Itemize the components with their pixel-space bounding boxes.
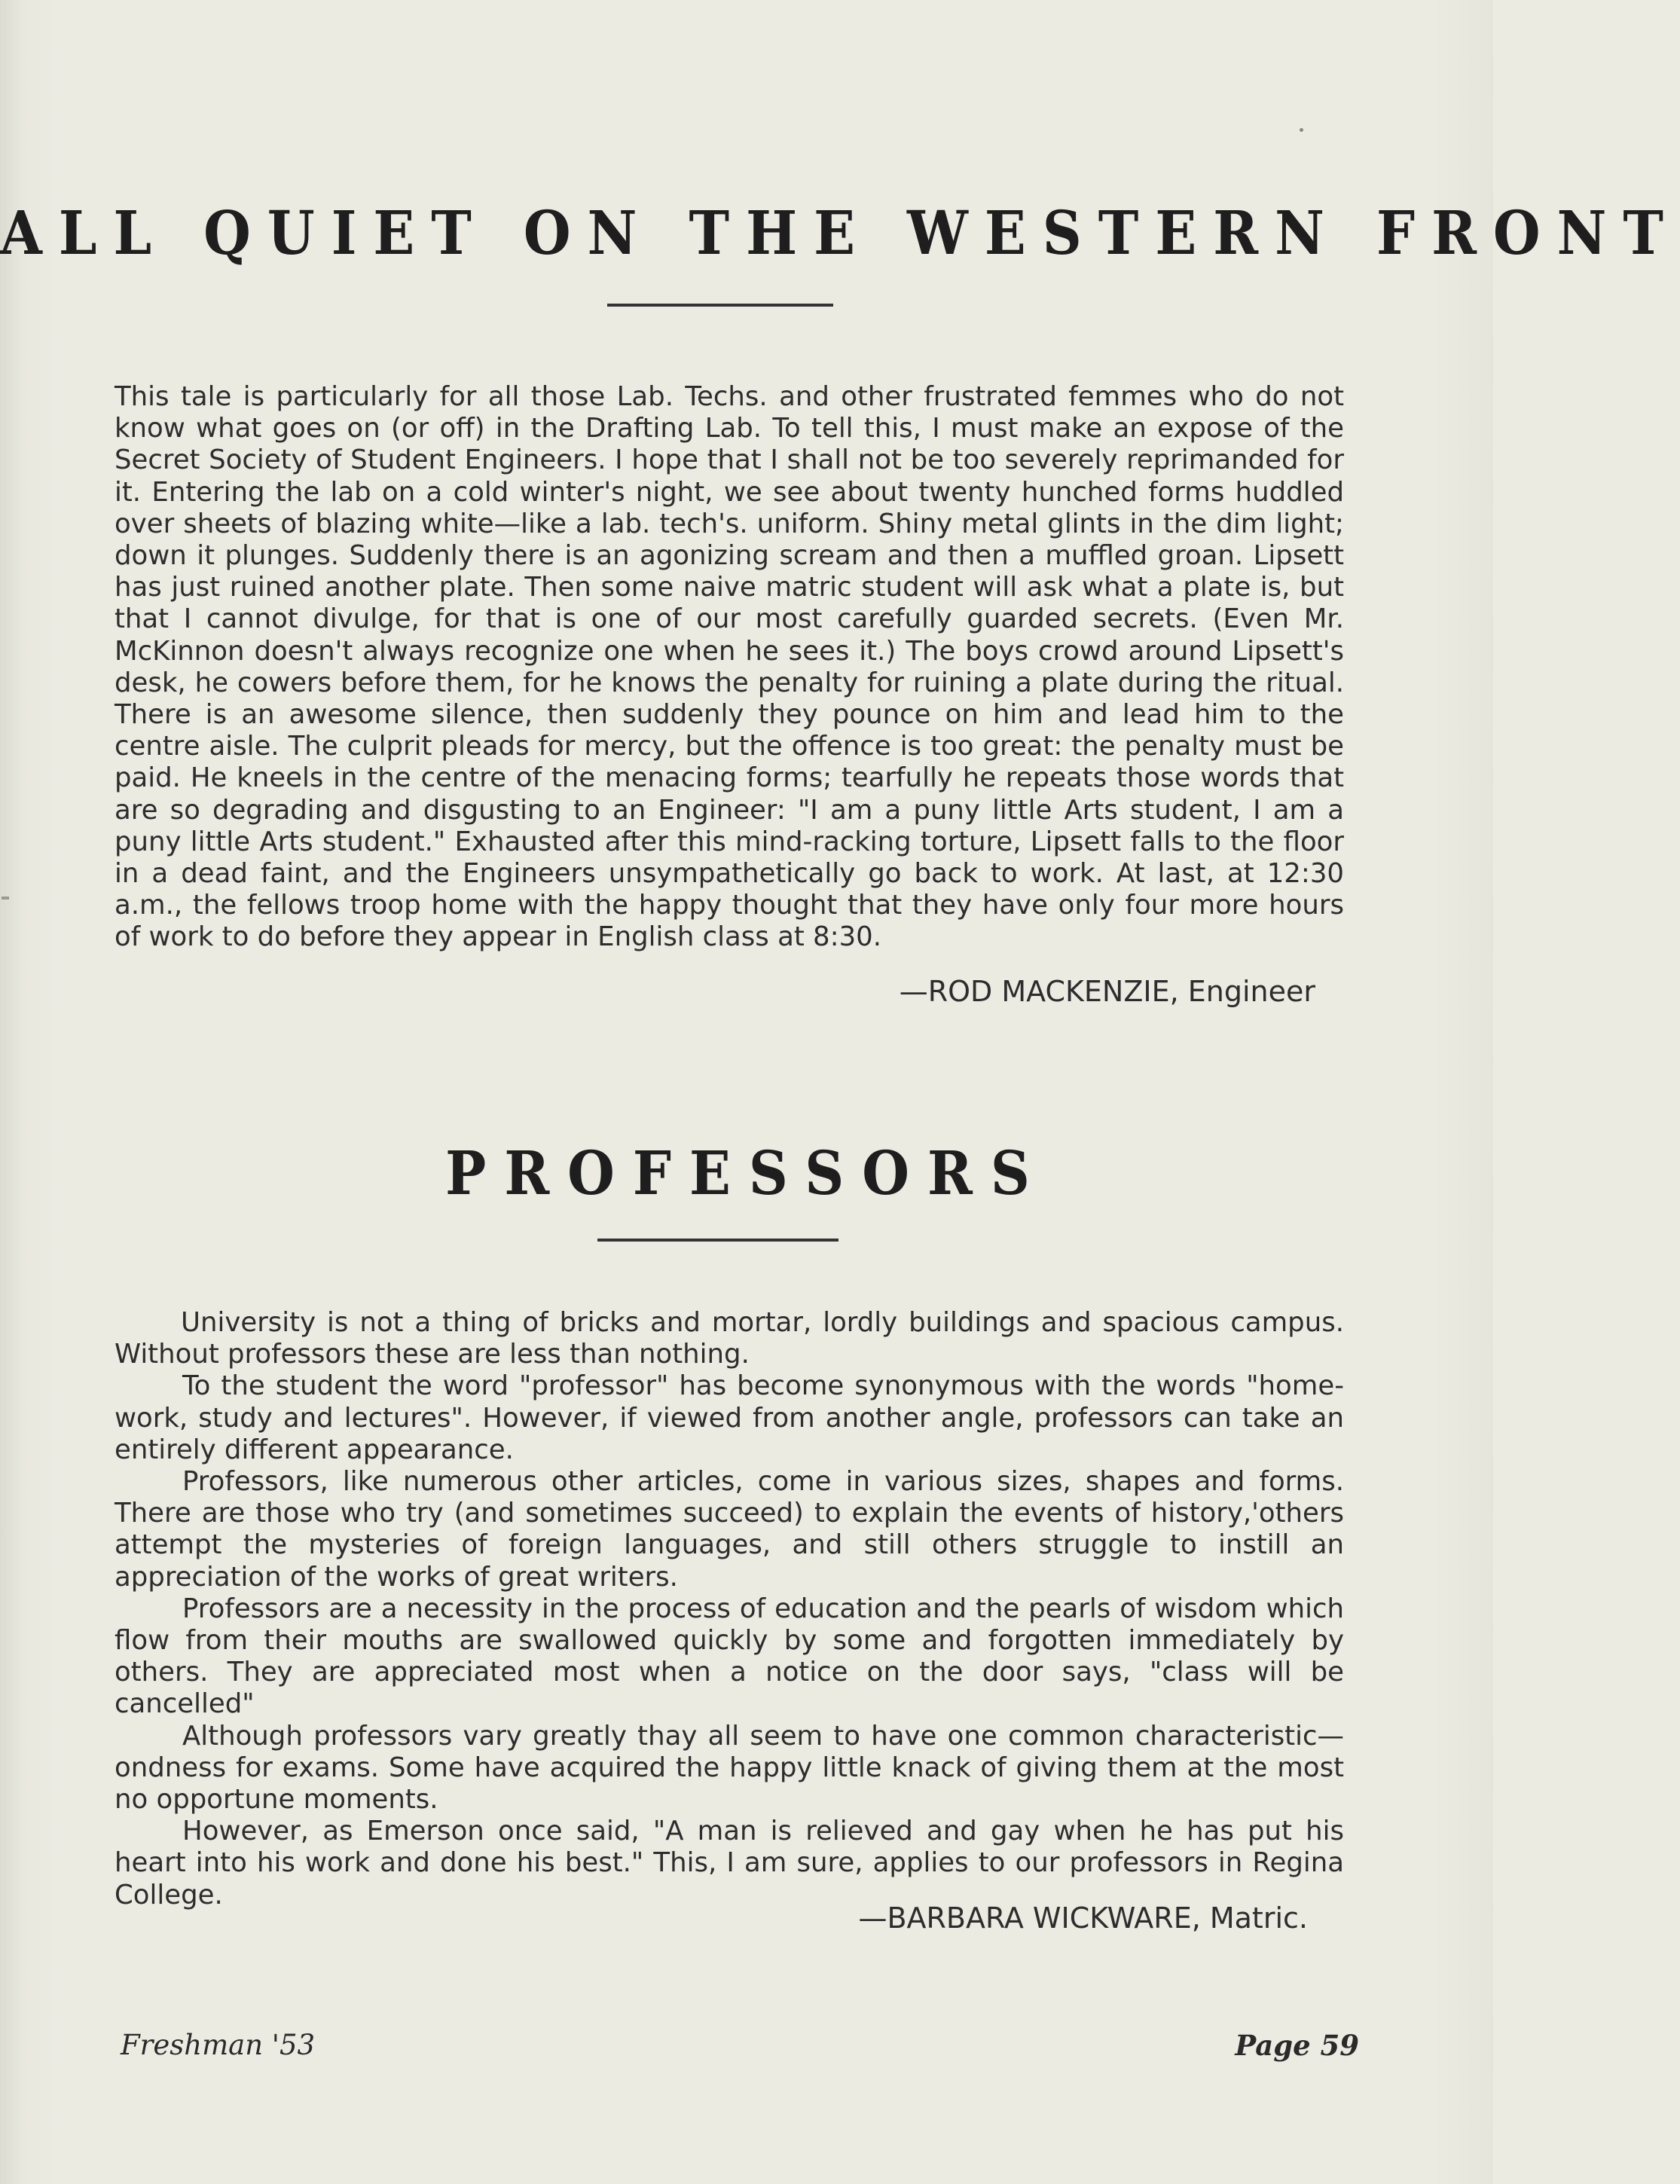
edge-mark bbox=[2, 897, 9, 900]
article2-paragraph-5: Although professors vary greatly thay all seem to have one common characteristic—ondness for exams. Some have acquired the happy little knack of giving them at the most no opportune moments. bbox=[115, 1720, 1344, 1816]
title-rule-1 bbox=[607, 304, 833, 307]
article2-signature: —BARBARA WICKWARE, Matric. bbox=[858, 1901, 1308, 1935]
article2-paragraph-1: University is not a thing of bricks and mortar, lordly buildings and spacious campus. Without professors these are less than nothing. bbox=[115, 1307, 1344, 1370]
article1-paragraph: This tale is particularly for all those Lab. Techs. and other frustrated femmes who do not know what goes on (or off) in the Drafting Lab. To tell this, I must make an expose of the Secret Society of Student Engineers. I hope that I shall not be too severely reprimanded for it. Entering the lab on a cold winter's night, we see about twenty hunched forms huddled over sheets of blazing white—like a lab. tech's. uniform. Shiny metal glints in the dim light; down it plunges. Suddenly there is an agonizing scream and then a muffled groan. Lipsett has just ruined another plate. Then some naive matric student will ask what a plate is, but that I cannot divulge, for that is one of our most carefully guarded secrets. (Even Mr. McKinnon doesn't always recognize one when he sees it.) The boys crowd around Lipsett's desk, he cowers before them, for he knows the penalty for ruining a plate during the ritual. There is an awesome silence, then suddenly they pounce on him and lead him to the centre aisle. The culprit pleads for mercy, but the offence is too great: the penalty must be paid. He kneels in the centre of the menacing forms; tearfully he repeats those words that are so degrading and disgusting to an Engineer: "I am a puny little Arts student, I am a puny little Arts student." Exhausted after this mind-racking torture, Lipsett falls to the floor in a dead faint, and the Engineers unsympathetically go back to work. At last, at 12:30 a.m., the fellows troop home with the happy thought that they have only four more hours of work to do before they appear in English class at 8:30. bbox=[115, 381, 1344, 953]
footer-page-number: Page 59 bbox=[1235, 2029, 1359, 2062]
article1-signature: —ROD MACKENZIE, Engineer bbox=[899, 975, 1315, 1008]
title-rule-2 bbox=[597, 1239, 838, 1242]
article2-title: PROFESSORS bbox=[445, 1138, 1048, 1208]
footer-publication: Freshman '53 bbox=[121, 2029, 316, 2061]
speck-mark bbox=[1300, 128, 1303, 132]
article2-paragraph-2: To the student the word "professor" has become synonymous with the words "home-work, study and lectures". However, if viewed from another angle, professors can take an entirely different appearance. bbox=[115, 1370, 1344, 1465]
article2-body bbox=[115, 1307, 1344, 1911]
article2-paragraph-3: Professors, like numerous other articles, come in various sizes, shapes and forms. There are those who try (and sometimes succeed) to explain the events of history,'others attempt the mysteries of foreign languages, and still others struggle to instill an appreciation of the works of great writers. bbox=[115, 1466, 1344, 1593]
article2-paragraph-6: However, as Emerson once said, "A man is relieved and gay when he has put his heart into his work and done his best." This, I am sure, applies to our professors in Regina College. bbox=[115, 1816, 1344, 1911]
article2-paragraph-4: Professors are a necessity in the process of education and the pearls of wisdom which flow from their mouths are swallowed quickly by some and forgotten immediately by others. They are appreciated most when a notice on the door says, "class will be cancelled" bbox=[115, 1593, 1344, 1720]
article1-title: ALL QUIET ON THE WESTERN FRONT bbox=[0, 197, 1680, 268]
article1-body bbox=[115, 381, 1344, 954]
